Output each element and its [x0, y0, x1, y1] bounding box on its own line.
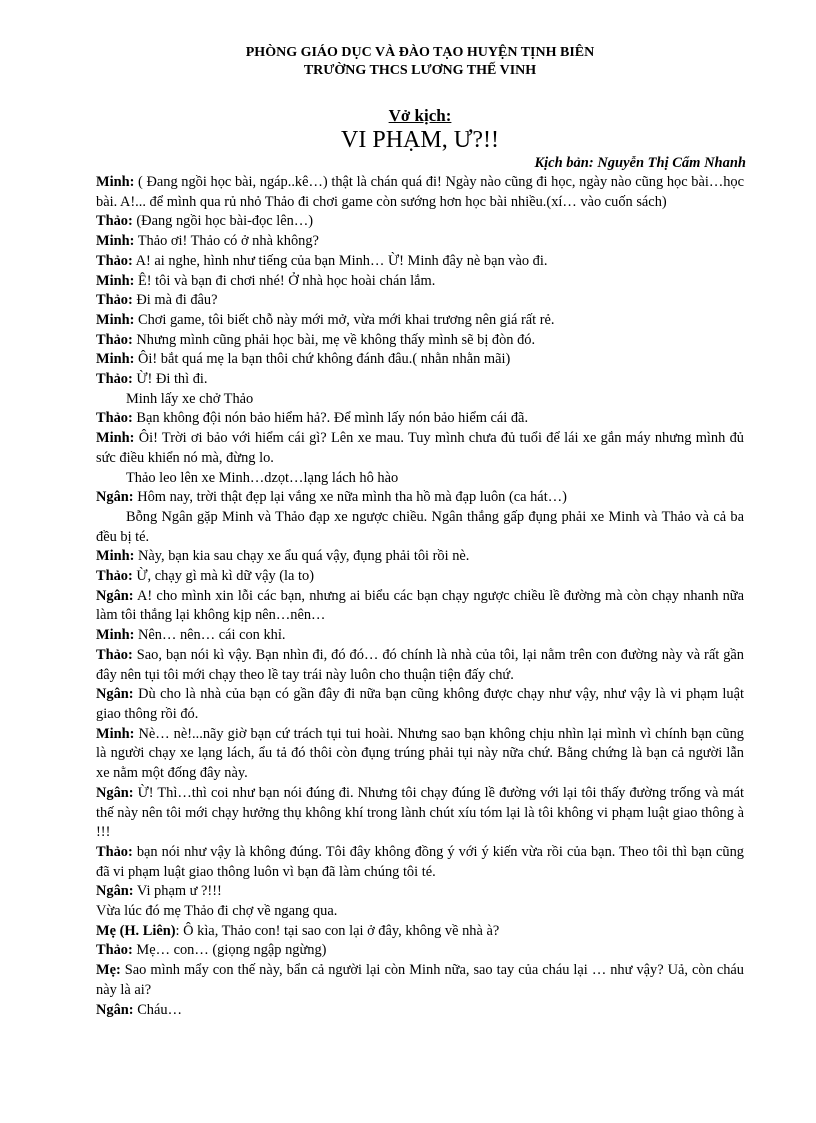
stage-text: Bỗng Ngân gặp Minh và Thảo đạp xe ngược chiều. Ngân thắng gấp đụng phải xe Minh và Thảo và cả ba đều bị té. [96, 508, 744, 545]
stage-text: Vừa lúc đó mẹ Thảo đi chợ về ngang qua. [96, 903, 338, 920]
header-department: PHÒNG GIÁO DỤC VÀ ĐÀO TẠO HUYỆN TỊNH BIÊN [245, 45, 595, 60]
speaker: Minh: [96, 233, 135, 250]
script-line [96, 784, 744, 843]
stage-direction [96, 390, 744, 410]
dialogue: bạn nói như vậy là không đúng. Tôi đây không đồng ý với ý kiến vừa rồi của bạn. Theo tôi thì bạn cũng đã vi phạm luật giao thông luôn vì bạn đã làm chúng tôi té. [96, 843, 744, 880]
speaker: Minh: [96, 311, 135, 328]
dialogue: Chơi game, tôi biết chỗ này mới mở, vừa mới khai trương nên giá rất rẻ. [134, 311, 555, 328]
script-line [96, 212, 744, 232]
dialogue: Sao, bạn nói kì vậy. Bạn nhìn đi, đó đó… đó chính là nhà của tôi, lại nằm trên con đường này và rất gần đây nên tụi tôi mới chạy theo lề tay trái này luôn cho thuận tiện đấy chứ. [96, 646, 744, 683]
dialogue: Nhưng mình cũng phải học bài, mẹ về không thấy mình sẽ bị đòn đó. [132, 331, 536, 348]
dialogue: : Ô kìa, Thảo con! tại sao con lại ở đây, không về nhà à? [175, 922, 500, 939]
script-line [96, 488, 744, 508]
speaker: Thảo: [96, 292, 133, 309]
script-line [96, 626, 744, 646]
header-school: TRƯỜNG THCS LƯƠNG THẾ VINH [303, 63, 537, 78]
speaker: Thảo: [96, 410, 133, 427]
dialogue: ( Đang ngồi học bài, ngáp..kê…) thật là chán quá đi! Ngày nào cũng đi học, ngày nào cũng học bài…học bài. A!... để mình qua rủ nhỏ Thảo đi chơi game còn sướng hơn học bài nhiều.(xí… vào cuốn sách) [96, 174, 744, 210]
dialogue: Ừ! Đi thì đi. [132, 371, 208, 388]
speaker: Minh: [96, 548, 135, 565]
dialogue: Ê! tôi và bạn đi chơi nhé! Ở nhà học hoài chán lắm. [134, 272, 436, 289]
script-line [96, 843, 744, 882]
script-line [96, 685, 744, 724]
speaker: Minh: [96, 174, 135, 190]
script-line [96, 232, 744, 252]
stage-text: Thảo leo lên xe Minh…dzọt…lạng lách hô hào [126, 469, 399, 486]
dialogue: A! cho mình xin lỗi các bạn, nhưng ai biểu các bạn chạy ngược chiều lề đường mà còn chạy nhanh nữa làm tôi thắng lại không kịp nên…nên… [96, 587, 744, 624]
dialogue: Thảo ơi! Thảo có ở nhà không? [134, 233, 319, 250]
script-line [96, 725, 744, 784]
dialogue: Bạn không đội nón bảo hiểm hả?. Để mình lấy nón bảo hiểm cái đã. [132, 410, 529, 427]
script-line [96, 547, 744, 567]
dialogue: Ừ, chạy gì mà kì dữ vậy (la to) [132, 568, 315, 585]
script-line [96, 941, 744, 961]
script-line [96, 1001, 744, 1021]
script-line [96, 567, 744, 587]
script-body [96, 173, 744, 1020]
script-line [96, 370, 744, 390]
stage-direction [96, 469, 744, 489]
speaker: Ngân: [96, 587, 134, 604]
dialogue: Cháu… [133, 1001, 182, 1018]
script-line [96, 311, 744, 331]
script-line [96, 350, 744, 370]
author-line: Kịch bản: Nguyễn Thị Cẩm Nhanh [534, 155, 746, 171]
script-line [96, 291, 744, 311]
script-line [96, 587, 744, 626]
dialogue: Ừ! Thì…thì coi như bạn nói đúng đi. Nhưng tôi chạy đúng lề đường với lại tôi thấy đường trống và mát thế này nên tôi mới chạy hưởng thụ không khí trong lành chút xíu tóm lại là tôi không vi phạm luật giao thông à !!! [96, 784, 744, 841]
dialogue: Hôm nay, trời thật đẹp lại vắng xe nữa mình tha hồ mà đạp luôn (ca hát…) [133, 489, 567, 506]
speaker: Ngân: [96, 489, 134, 506]
speaker: Ngân: [96, 1001, 134, 1018]
doc-title: VI PHẠM, Ư?!! [341, 127, 499, 153]
speaker: Minh: [96, 430, 135, 447]
stage-direction [96, 508, 744, 547]
dialogue: Đi mà đi đâu? [132, 292, 218, 309]
doc-label: Vở kịch: [388, 106, 452, 125]
speaker: Thảo: [96, 371, 133, 388]
speaker: Ngân: [96, 686, 134, 703]
script-line [96, 173, 744, 212]
speaker: Thảo: [96, 646, 133, 663]
dialogue: Này, bạn kia sau chạy xe ẩu quá vậy, đụng phải tôi rồi nè. [134, 548, 470, 565]
stage-text: Minh lấy xe chở Thảo [126, 390, 254, 407]
dialogue: Dù cho là nhà của bạn có gần đây đi nữa bạn cũng không được chạy như vậy, như vậy là vi phạm luật giao thông rồi đó. [96, 686, 744, 722]
speaker: Thảo: [96, 331, 133, 348]
stage-direction [96, 902, 744, 922]
script-line [96, 429, 744, 468]
script-line [96, 646, 744, 685]
speaker: Minh: [96, 272, 135, 289]
dialogue: Ôi! bắt quá mẹ la bạn thôi chứ không đánh đâu.( nhằn nhằn mãi) [134, 351, 511, 368]
dialogue: Sao mình mẩy con thế này, bẩn cả người lại còn Minh nữa, sao tay của cháu lại … như vậy? Uả, còn cháu này là ai? [96, 962, 744, 998]
speaker: Thảo: [96, 213, 133, 230]
speaker: Thảo: [96, 843, 133, 860]
speaker: Ngân: [96, 883, 134, 900]
script-line [96, 252, 744, 272]
dialogue: A! ai nghe, hình như tiếng của bạn Minh… Ừ! Minh đây nè bạn vào đi. [132, 252, 548, 269]
script-line [96, 961, 744, 1000]
script-line [96, 409, 744, 429]
script-line [96, 882, 744, 902]
speaker: Mẹ (H. Liên) [96, 922, 176, 939]
dialogue: Vi phạm ư ?!!! [133, 883, 222, 900]
speaker: Minh: [96, 351, 135, 368]
speaker: Thảo: [96, 568, 133, 585]
speaker: Ngân: [96, 784, 134, 801]
dialogue: (Đang ngồi học bài-đọc lên…) [132, 213, 314, 230]
script-line [96, 331, 744, 351]
speaker: Minh: [96, 725, 135, 742]
script-line [96, 272, 744, 292]
speaker: Thảo: [96, 942, 133, 959]
speaker: Thảo: [96, 252, 133, 269]
script-line [96, 922, 744, 942]
dialogue: Mẹ… con… (giọng ngập ngừng) [132, 942, 327, 959]
dialogue: Nên… nên… cái con khỉ. [134, 627, 286, 644]
dialogue: Nè… nè!...nãy giờ bạn cứ trách tụi tui hoài. Nhưng sao bạn không chịu nhìn lại mình vì chính bạn cũng là người chạy xe lạng lách, ẩu tả đó thôi còn đụng trúng phải tụi này nữa chứ. Bằng chứng là bạn cả người lẫn xe nằm một đống đây này. [96, 725, 744, 782]
speaker: Minh: [96, 627, 135, 644]
speaker: Mẹ: [96, 962, 121, 979]
dialogue: Ôi! Trời ơi bảo với hiểm cái gì? Lên xe mau. Tuy mình chưa đủ tuổi để lái xe gắn máy nhưng mình đủ sức điều khiển nó mà, đừng lo. [96, 430, 744, 466]
